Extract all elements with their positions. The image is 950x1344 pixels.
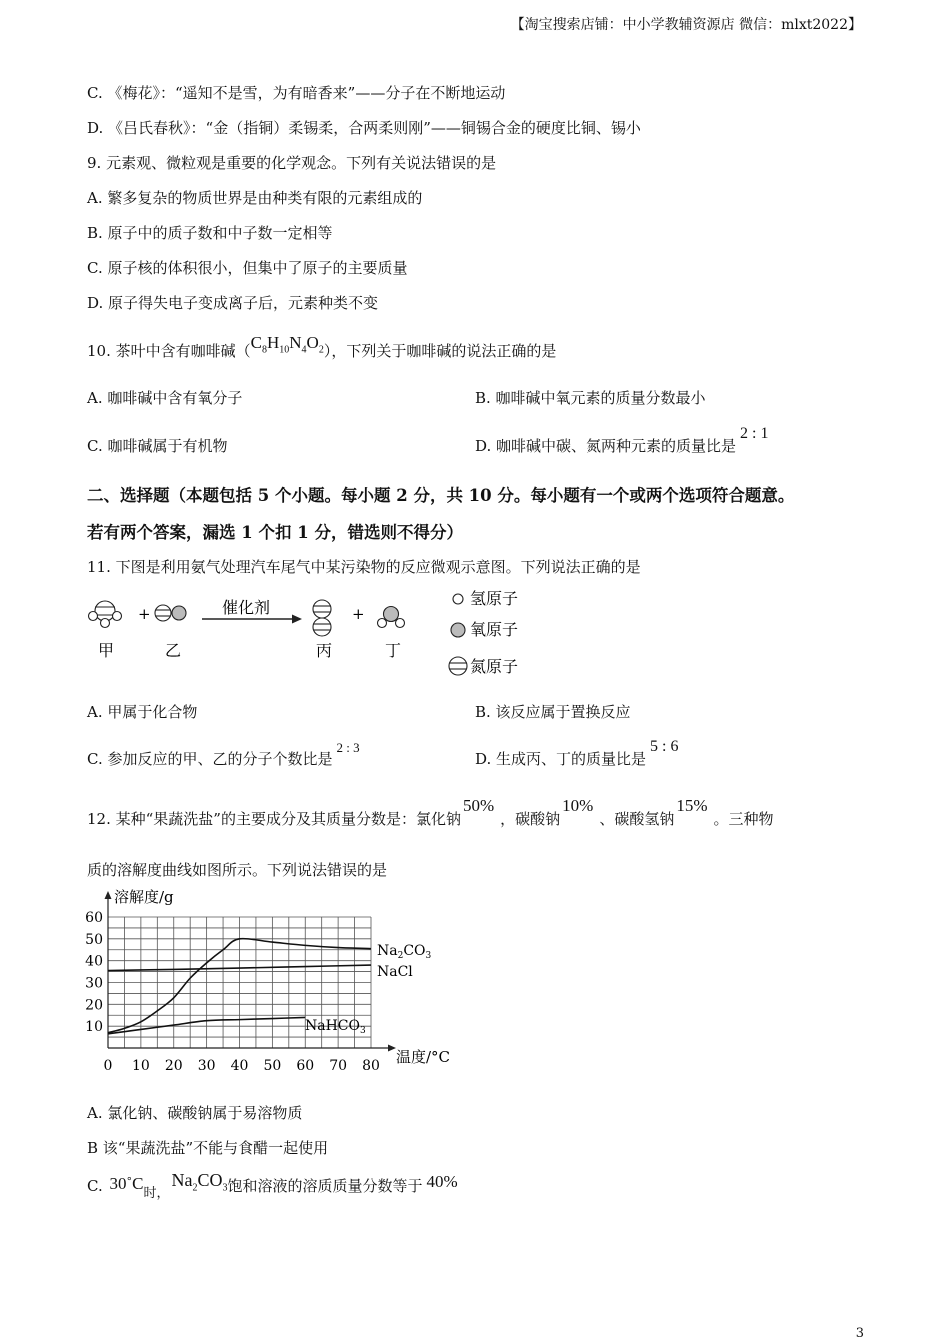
label-bing: 丙 xyxy=(316,641,333,660)
x-tick-label: 50 xyxy=(263,1058,282,1074)
q9-option-b: B. 原子中的质子数和中子数一定相等 xyxy=(87,224,333,242)
y-tick-label: 50 xyxy=(85,931,103,948)
legend xyxy=(449,589,518,676)
q11-option-d: D. 生成丙、丁的质量比是5 : 6 xyxy=(475,738,679,768)
q12-option-b: B 该“果蔬洗盐”不能与食醋一起使用 xyxy=(87,1139,329,1157)
y-tick-label: 60 xyxy=(85,910,103,926)
nitrogen-legend-icon xyxy=(449,657,467,675)
page-header: 【淘宝搜索店铺：中小学教辅资源店 微信：mlxt2022】 xyxy=(510,17,862,33)
y-tick-label: 30 xyxy=(85,975,103,992)
x-axis-arrow xyxy=(388,1045,396,1052)
reaction-diagram xyxy=(80,585,540,690)
legend-nitrogen: 氮原子 xyxy=(470,657,519,676)
q12-option-c: C. 30˚C时，$Na_2CO_3$饱和溶液的溶质质量分数等于 40% xyxy=(87,1170,458,1201)
pct-na2co3: 10% xyxy=(562,796,594,815)
q12-stem: 12. 某种“果蔬洗盐”的主要成分及其质量分数是：氯化钠50%，碳酸钠10%、碳酸氢钠15%。三种物 xyxy=(87,796,774,828)
page-number: 3 xyxy=(855,1326,864,1341)
molecule-bing xyxy=(313,600,331,636)
caffeine-formula: $C_8H_{10}N_4O_2$ xyxy=(250,333,324,356)
q9-option-a: A. 繁多复杂的物质世界是由种类有限的元素组成的 xyxy=(87,189,423,207)
q11-option-b: B. 该反应属于置换反应 xyxy=(475,703,631,721)
y-tick-label: 20 xyxy=(85,997,103,1014)
q10-option-c: C. 咖啡碱属于有机物 xyxy=(87,437,228,455)
x-tick-label: 20 xyxy=(164,1058,183,1074)
na2co3-formula: $Na_2CO_3$ xyxy=(171,1170,228,1194)
q11-ratio-d: 5 : 6 xyxy=(650,738,679,755)
y-axis-arrow xyxy=(105,891,112,899)
q9-option-d: D. 原子得失电子变成离子后，元素种类不变 xyxy=(87,294,379,312)
temp-30c: 30˚C xyxy=(109,1174,144,1193)
q12-option-a: A. 氯化钠、碳酸钠属于易溶物质 xyxy=(87,1104,303,1122)
x-tick-label: 40 xyxy=(230,1058,249,1074)
section2-heading-line2: 若有两个答案，漏选 1 个扣 1 分，错选则不得分） xyxy=(87,523,463,542)
q11-ratio-c: 2 : 3 xyxy=(336,740,360,755)
solubility-chart xyxy=(82,884,472,1084)
y-tick-label: 40 xyxy=(85,953,103,970)
q12-stem-line2: 质的溶解度曲线如图所示。下列说法错误的是 xyxy=(87,861,388,879)
molecule-jia xyxy=(89,601,122,628)
section2-heading-line1: 二、选择题（本题包括 5 个小题。每小题 2 分，共 10 分。每小题有一个或两个选项符合题意。 xyxy=(87,486,795,505)
x-axis-label: 温度/°C xyxy=(396,1048,451,1066)
q11-option-a: A. 甲属于化合物 xyxy=(87,703,198,721)
label-ding: 丁 xyxy=(385,641,402,660)
x-tick-label: 70 xyxy=(329,1058,348,1074)
pct-40: 40% xyxy=(426,1172,458,1191)
y-axis-label: 溶解度/g xyxy=(114,888,174,906)
x-tick-label: 30 xyxy=(197,1058,216,1074)
q10-option-d: D. 咖啡碱中碳、氮两种元素的质量比是2 : 1 xyxy=(475,425,769,455)
legend-oxygen: 氧原子 xyxy=(470,620,519,639)
hydrogen-legend-icon xyxy=(453,594,463,604)
x-tick-label: 60 xyxy=(296,1058,315,1074)
y-tick-label: 10 xyxy=(85,1019,103,1036)
q10-stem: 10. 茶叶中含有咖啡碱$(C_8H_{10}N_4O_2)$，下列关于咖啡碱的说法正确的是 xyxy=(87,333,557,360)
q8-option-c: C. 《梅花》：“遥知不是雪，为有暗香来”——分子在不断地运动 xyxy=(87,84,506,102)
q9-option-c: C. 原子核的体积很小，但集中了原子的主要质量 xyxy=(87,259,408,277)
x-tick-label: 10 xyxy=(131,1058,150,1074)
q11-stem: 11. 下图是利用氨气处理汽车尾气中某污染物的反应微观示意图。下列说法正确的是 xyxy=(87,558,641,576)
q8-option-d: D. 《吕氏春秋》：“金（指铜）柔锡柔，合两柔则刚”——铜锡合金的硬度比铜、锡小 xyxy=(87,119,641,137)
molecule-ding xyxy=(378,607,405,628)
label-jia: 甲 xyxy=(98,641,115,660)
x-tick-label: 80 xyxy=(362,1058,380,1074)
molecule-yi xyxy=(155,605,186,621)
q11-option-c: C. 参加反应的甲、乙的分子个数比是2 : 3 xyxy=(87,740,360,768)
series-label-nacl: NaCl xyxy=(377,964,413,980)
catalyst-label: 催化剂 xyxy=(222,598,271,617)
q9-stem: 9. 元素观、微粒观是重要的化学观念。下列有关说法错误的是 xyxy=(87,154,497,172)
oxygen-legend-icon xyxy=(451,623,465,637)
pct-nahco3: 15% xyxy=(676,796,708,815)
q10-ratio: 2 : 1 xyxy=(740,425,769,442)
q10-option-b: B. 咖啡碱中氧元素的质量分数最小 xyxy=(475,389,706,407)
q10-option-a: A. 咖啡碱中含有氧分子 xyxy=(87,389,243,407)
pct-nacl: 50% xyxy=(462,796,495,815)
series-label-na2co3: $Na_2CO_3$ xyxy=(377,943,432,961)
plus-sign: + xyxy=(138,605,151,623)
label-yi: 乙 xyxy=(165,641,182,660)
series-label-nahco3: NaHCO$_3$ xyxy=(305,1018,366,1036)
x-tick-label: 0 xyxy=(103,1058,113,1074)
plus-sign: + xyxy=(352,605,365,623)
legend-hydrogen: 氢原子 xyxy=(470,589,519,608)
